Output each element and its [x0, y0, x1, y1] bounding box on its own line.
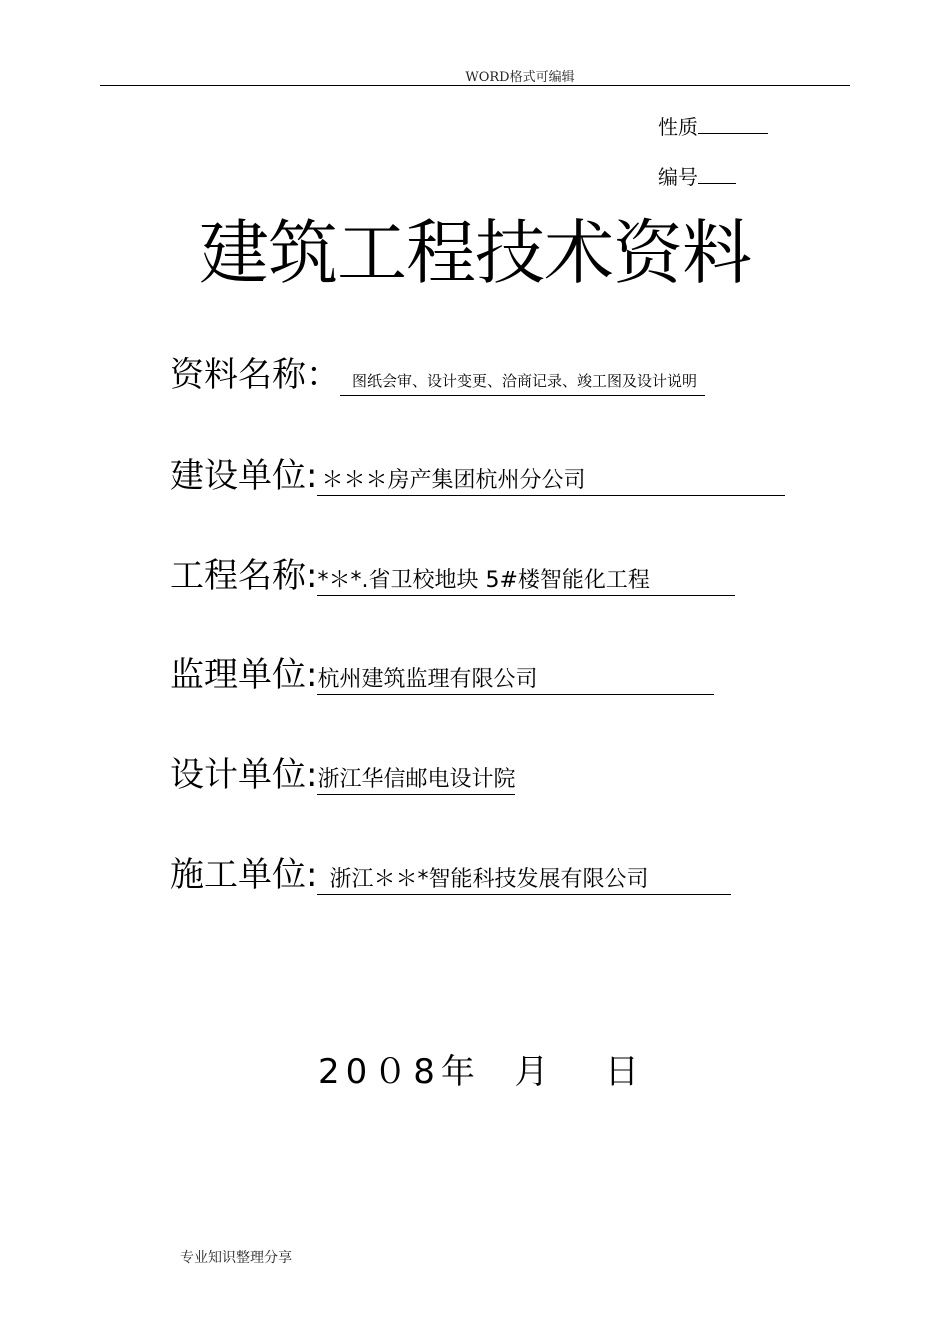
designer-value[interactable]: 浙江华信邮电设计院: [317, 766, 515, 795]
builder-label: 建设单位:: [170, 456, 318, 496]
project-name-label: 工程名称:: [170, 556, 318, 596]
project-name-row: [170, 556, 735, 596]
material-name-value[interactable]: 图纸会审、设计变更、洽商记录、竣工图及设计说明: [340, 367, 705, 396]
designer-row: [170, 755, 515, 795]
material-name-row: [170, 355, 705, 396]
supervisor-label: 监理单位:: [170, 655, 318, 695]
contractor-row: [170, 855, 731, 895]
supervisor-value[interactable]: 杭州建筑监理有限公司: [317, 666, 714, 695]
number-blank[interactable]: [698, 163, 736, 184]
designer-label: 设计单位:: [170, 755, 318, 795]
builder-row: [170, 456, 785, 496]
project-name-value[interactable]: *＊*.省卫校地块 5#楼智能化工程: [317, 567, 735, 596]
nature-blank[interactable]: [698, 113, 768, 134]
contractor-value[interactable]: 浙江＊＊*智能科技发展有限公司: [317, 866, 731, 895]
number-field: [658, 163, 736, 189]
contractor-label: 施工单位:: [170, 855, 318, 895]
date-line: 20０8年 月 日: [318, 1052, 645, 1092]
number-label: 编号: [658, 165, 698, 189]
supervisor-row: [170, 655, 714, 695]
footer-note: 专业知识整理分享: [180, 1250, 292, 1266]
page-title: 建筑工程技术资料: [199, 212, 751, 294]
header-divider: [100, 85, 850, 86]
material-name-label: 资料名称：: [170, 355, 340, 395]
header-note: WORD格式可编辑: [465, 70, 575, 85]
builder-value[interactable]: ＊＊＊房产集团杭州分公司: [317, 467, 785, 496]
nature-field: [658, 113, 768, 139]
nature-label: 性质: [658, 115, 698, 139]
